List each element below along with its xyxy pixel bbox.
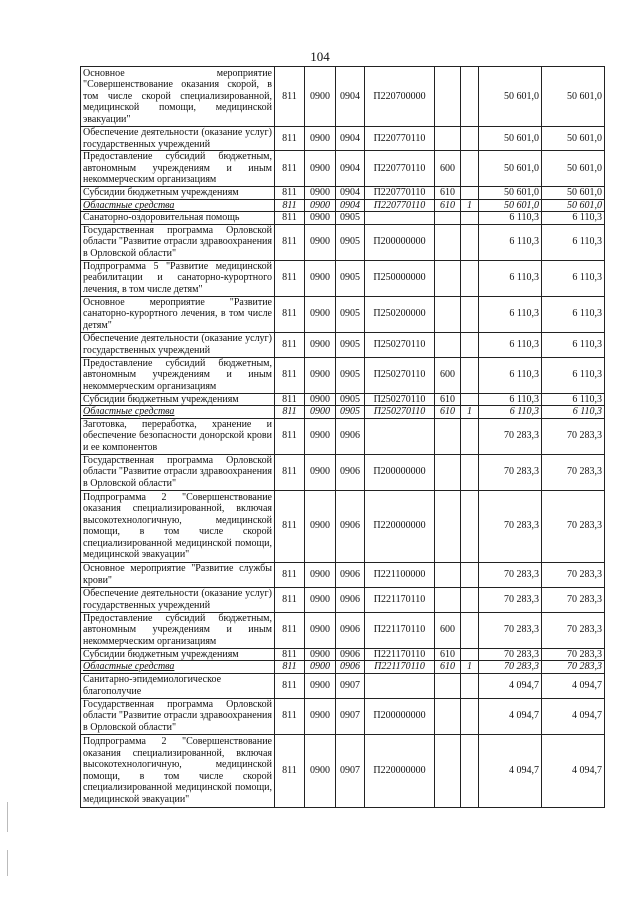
cell-vr: 610 <box>435 187 461 200</box>
table-row <box>81 199 605 212</box>
cell-csr: П200000000 <box>365 454 435 490</box>
cell-razdel: 0900 <box>305 406 336 419</box>
row-name: Заготовка, переработка, хранение и обеспечение безопасности донорской крови и ее компонентов <box>81 418 275 454</box>
cell-sum-2: 70 283,3 <box>542 661 605 674</box>
cell-source <box>461 260 479 296</box>
cell-razdel: 0900 <box>305 187 336 200</box>
cell-source <box>461 698 479 734</box>
cell-glava: 811 <box>275 406 305 419</box>
cell-vr <box>435 698 461 734</box>
table-row <box>81 224 605 260</box>
row-name: Субсидии бюджетным учреждениям <box>81 393 275 406</box>
row-name: Областные средства <box>81 406 275 419</box>
cell-sum-1: 6 110,3 <box>479 357 542 393</box>
cell-sum-1: 50 601,0 <box>479 67 542 127</box>
cell-sum-1: 70 283,3 <box>479 418 542 454</box>
cell-vr <box>435 418 461 454</box>
cell-source <box>461 187 479 200</box>
cell-podrazdel: 0907 <box>336 698 365 734</box>
cell-glava: 811 <box>275 199 305 212</box>
cell-source <box>461 212 479 225</box>
cell-sum-1: 4 094,7 <box>479 698 542 734</box>
row-name: Санитарно-эпидемиологическое благополучие <box>81 673 275 698</box>
cell-razdel: 0900 <box>305 454 336 490</box>
cell-podrazdel: 0905 <box>336 393 365 406</box>
cell-podrazdel: 0906 <box>336 587 365 612</box>
cell-glava: 811 <box>275 187 305 200</box>
cell-csr: П250200000 <box>365 296 435 332</box>
cell-source: 1 <box>461 199 479 212</box>
cell-glava: 811 <box>275 296 305 332</box>
cell-glava: 811 <box>275 587 305 612</box>
cell-podrazdel: 0905 <box>336 212 365 225</box>
cell-sum-1: 70 283,3 <box>479 587 542 612</box>
cell-sum-2: 70 283,3 <box>542 587 605 612</box>
cell-glava: 811 <box>275 673 305 698</box>
row-name: Обеспечение деятельности (оказание услуг) государственных учреждений <box>81 127 275 151</box>
cell-podrazdel: 0904 <box>336 199 365 212</box>
cell-vr <box>435 332 461 357</box>
cell-podrazdel: 0905 <box>336 224 365 260</box>
cell-podrazdel: 0906 <box>336 612 365 648</box>
cell-csr: П221170110 <box>365 648 435 661</box>
cell-source <box>461 357 479 393</box>
row-name: Субсидии бюджетным учреждениям <box>81 187 275 200</box>
cell-vr <box>435 296 461 332</box>
cell-sum-1: 70 283,3 <box>479 490 542 562</box>
cell-glava: 811 <box>275 260 305 296</box>
cell-csr: П220770110 <box>365 127 435 151</box>
cell-glava: 811 <box>275 357 305 393</box>
cell-sum-1: 70 283,3 <box>479 661 542 674</box>
cell-sum-2: 70 283,3 <box>542 562 605 587</box>
cell-source <box>461 734 479 807</box>
cell-source <box>461 151 479 187</box>
cell-sum-2: 70 283,3 <box>542 490 605 562</box>
cell-razdel: 0900 <box>305 648 336 661</box>
cell-glava: 811 <box>275 418 305 454</box>
cell-vr: 610 <box>435 661 461 674</box>
cell-podrazdel: 0905 <box>336 406 365 419</box>
cell-vr: 610 <box>435 199 461 212</box>
cell-razdel: 0900 <box>305 562 336 587</box>
cell-source <box>461 332 479 357</box>
cell-csr: П200000000 <box>365 698 435 734</box>
row-name: Санаторно-оздоровительная помощь <box>81 212 275 225</box>
cell-razdel: 0900 <box>305 698 336 734</box>
cell-vr <box>435 673 461 698</box>
row-name: Подпрограмма 5 "Развитие медицинской реабилитации и санаторно-курортного лечения, в том числе детям" <box>81 260 275 296</box>
cell-source <box>461 454 479 490</box>
cell-csr: П221170110 <box>365 661 435 674</box>
cell-glava: 811 <box>275 393 305 406</box>
cell-podrazdel: 0906 <box>336 562 365 587</box>
cell-podrazdel: 0904 <box>336 187 365 200</box>
cell-vr: 600 <box>435 151 461 187</box>
cell-sum-1: 50 601,0 <box>479 151 542 187</box>
cell-sum-2: 4 094,7 <box>542 673 605 698</box>
cell-glava: 811 <box>275 151 305 187</box>
cell-sum-1: 70 283,3 <box>479 648 542 661</box>
cell-csr: П220770110 <box>365 151 435 187</box>
cell-podrazdel: 0907 <box>336 734 365 807</box>
cell-csr: П250270110 <box>365 393 435 406</box>
cell-csr <box>365 418 435 454</box>
table-row <box>81 151 605 187</box>
cell-sum-1: 50 601,0 <box>479 127 542 151</box>
cell-source <box>461 612 479 648</box>
cell-glava: 811 <box>275 698 305 734</box>
cell-glava: 811 <box>275 734 305 807</box>
cell-sum-1: 70 283,3 <box>479 612 542 648</box>
row-name: Областные средства <box>81 199 275 212</box>
cell-vr: 610 <box>435 406 461 419</box>
cell-sum-1: 6 110,3 <box>479 406 542 419</box>
row-name: Предоставление субсидий бюджетным, автономным учреждениям и иным некоммерческим организациям <box>81 151 275 187</box>
cell-glava: 811 <box>275 67 305 127</box>
table-row <box>81 661 605 674</box>
cell-podrazdel: 0906 <box>336 418 365 454</box>
cell-podrazdel: 0904 <box>336 151 365 187</box>
cell-csr: П220770110 <box>365 187 435 200</box>
cell-razdel: 0900 <box>305 260 336 296</box>
cell-glava: 811 <box>275 612 305 648</box>
table-row <box>81 587 605 612</box>
cell-podrazdel: 0906 <box>336 454 365 490</box>
cell-sum-1: 70 283,3 <box>479 562 542 587</box>
cell-glava: 811 <box>275 454 305 490</box>
cell-sum-2: 4 094,7 <box>542 734 605 807</box>
budget-table-body <box>81 67 605 808</box>
cell-vr <box>435 127 461 151</box>
cell-vr <box>435 260 461 296</box>
cell-sum-1: 6 110,3 <box>479 260 542 296</box>
cell-csr: П250270110 <box>365 332 435 357</box>
cell-sum-2: 6 110,3 <box>542 332 605 357</box>
cell-vr <box>435 734 461 807</box>
cell-sum-2: 50 601,0 <box>542 199 605 212</box>
page-number: 104 <box>310 49 330 64</box>
margin-mark <box>7 802 8 832</box>
cell-source <box>461 224 479 260</box>
cell-glava: 811 <box>275 562 305 587</box>
cell-razdel: 0900 <box>305 212 336 225</box>
row-name: Подпрограмма 2 "Совершенствование оказания специализированной, включая высокотехнологичную, медицинской помощи, в том числе скорой специализированной медицинской помощи, медицинской эвакуации" <box>81 490 275 562</box>
cell-csr: П220000000 <box>365 734 435 807</box>
cell-sum-2: 70 283,3 <box>542 612 605 648</box>
cell-podrazdel: 0907 <box>336 673 365 698</box>
row-name: Основное мероприятие "Совершенствование оказания скорой, в том числе скорой специализированной, медицинской помощи, медицинской эвакуации" <box>81 67 275 127</box>
cell-sum-2: 6 110,3 <box>542 224 605 260</box>
cell-sum-2: 50 601,0 <box>542 67 605 127</box>
cell-sum-1: 6 110,3 <box>479 332 542 357</box>
cell-source <box>461 490 479 562</box>
cell-sum-2: 50 601,0 <box>542 187 605 200</box>
table-row <box>81 260 605 296</box>
cell-razdel: 0900 <box>305 296 336 332</box>
cell-source <box>461 587 479 612</box>
cell-razdel: 0900 <box>305 490 336 562</box>
budget-table <box>80 66 605 808</box>
row-name: Государственная программа Орловской области "Развитие отрасли здравоохранения в Орловской области" <box>81 698 275 734</box>
cell-podrazdel: 0906 <box>336 490 365 562</box>
row-name: Государственная программа Орловской области "Развитие отрасли здравоохранения в Орловской области" <box>81 454 275 490</box>
cell-vr <box>435 454 461 490</box>
cell-sum-2: 50 601,0 <box>542 127 605 151</box>
cell-csr: П200000000 <box>365 224 435 260</box>
cell-podrazdel: 0906 <box>336 648 365 661</box>
cell-vr: 610 <box>435 648 461 661</box>
cell-csr: П250000000 <box>365 260 435 296</box>
cell-source <box>461 648 479 661</box>
cell-sum-2: 6 110,3 <box>542 393 605 406</box>
table-row <box>81 698 605 734</box>
cell-razdel: 0900 <box>305 67 336 127</box>
cell-razdel: 0900 <box>305 151 336 187</box>
cell-source <box>461 562 479 587</box>
cell-sum-2: 70 283,3 <box>542 648 605 661</box>
margin-mark <box>7 850 8 876</box>
cell-glava: 811 <box>275 648 305 661</box>
cell-source <box>461 296 479 332</box>
row-name: Обеспечение деятельности (оказание услуг) государственных учреждений <box>81 587 275 612</box>
cell-sum-1: 70 283,3 <box>479 454 542 490</box>
cell-razdel: 0900 <box>305 673 336 698</box>
cell-csr: П221100000 <box>365 562 435 587</box>
table-row <box>81 393 605 406</box>
cell-razdel: 0900 <box>305 332 336 357</box>
table-row <box>81 490 605 562</box>
cell-csr <box>365 212 435 225</box>
cell-glava: 811 <box>275 661 305 674</box>
table-row <box>81 734 605 807</box>
table-row <box>81 406 605 419</box>
cell-razdel: 0900 <box>305 224 336 260</box>
cell-csr: П250270110 <box>365 406 435 419</box>
row-name: Областные средства <box>81 661 275 674</box>
cell-glava: 811 <box>275 332 305 357</box>
cell-sum-2: 70 283,3 <box>542 418 605 454</box>
cell-sum-1: 4 094,7 <box>479 734 542 807</box>
table-row <box>81 454 605 490</box>
cell-vr <box>435 587 461 612</box>
cell-sum-2: 50 601,0 <box>542 151 605 187</box>
cell-sum-2: 6 110,3 <box>542 260 605 296</box>
table-row <box>81 612 605 648</box>
table-row <box>81 562 605 587</box>
cell-vr <box>435 224 461 260</box>
row-name: Основное мероприятие "Развитие санаторно-курортного лечения, в том числе детям" <box>81 296 275 332</box>
cell-sum-1: 50 601,0 <box>479 187 542 200</box>
cell-razdel: 0900 <box>305 734 336 807</box>
cell-sum-1: 6 110,3 <box>479 212 542 225</box>
row-name: Предоставление субсидий бюджетным, автономным учреждениям и иным некоммерческим организациям <box>81 612 275 648</box>
row-name: Предоставление субсидий бюджетным, автономным учреждениям и иным некоммерческим организациям <box>81 357 275 393</box>
cell-razdel: 0900 <box>305 661 336 674</box>
cell-razdel: 0900 <box>305 357 336 393</box>
cell-podrazdel: 0904 <box>336 67 365 127</box>
cell-vr <box>435 67 461 127</box>
table-row <box>81 212 605 225</box>
cell-razdel: 0900 <box>305 612 336 648</box>
row-name: Субсидии бюджетным учреждениям <box>81 648 275 661</box>
cell-vr <box>435 212 461 225</box>
cell-source <box>461 418 479 454</box>
table-row <box>81 418 605 454</box>
cell-sum-2: 6 110,3 <box>542 357 605 393</box>
cell-csr: П220000000 <box>365 490 435 562</box>
cell-vr <box>435 562 461 587</box>
cell-source <box>461 67 479 127</box>
cell-vr: 600 <box>435 357 461 393</box>
table-row <box>81 187 605 200</box>
cell-glava: 811 <box>275 127 305 151</box>
cell-sum-1: 4 094,7 <box>479 673 542 698</box>
cell-sum-2: 6 110,3 <box>542 212 605 225</box>
table-row <box>81 67 605 127</box>
cell-razdel: 0900 <box>305 393 336 406</box>
cell-razdel: 0900 <box>305 127 336 151</box>
cell-glava: 811 <box>275 224 305 260</box>
cell-source: 1 <box>461 406 479 419</box>
cell-vr: 610 <box>435 393 461 406</box>
cell-podrazdel: 0905 <box>336 357 365 393</box>
cell-csr: П220770110 <box>365 199 435 212</box>
cell-csr: П221170110 <box>365 612 435 648</box>
cell-sum-2: 70 283,3 <box>542 454 605 490</box>
cell-csr: П220700000 <box>365 67 435 127</box>
cell-sum-2: 6 110,3 <box>542 296 605 332</box>
cell-glava: 811 <box>275 490 305 562</box>
cell-podrazdel: 0905 <box>336 260 365 296</box>
row-name: Подпрограмма 2 "Совершенствование оказания специализированной, включая высокотехнологичную, медицинской помощи, в том числе скорой специализированной медицинской помощи, медицинской эвакуации" <box>81 734 275 807</box>
cell-podrazdel: 0904 <box>336 127 365 151</box>
row-name: Основное мероприятие "Развитие службы крови" <box>81 562 275 587</box>
cell-podrazdel: 0906 <box>336 661 365 674</box>
table-row <box>81 127 605 151</box>
cell-source <box>461 673 479 698</box>
cell-razdel: 0900 <box>305 418 336 454</box>
cell-vr <box>435 490 461 562</box>
cell-glava: 811 <box>275 212 305 225</box>
cell-sum-1: 6 110,3 <box>479 393 542 406</box>
table-row <box>81 332 605 357</box>
cell-razdel: 0900 <box>305 587 336 612</box>
table-row <box>81 673 605 698</box>
cell-csr <box>365 673 435 698</box>
cell-sum-2: 6 110,3 <box>542 406 605 419</box>
table-row <box>81 357 605 393</box>
row-name: Обеспечение деятельности (оказание услуг) государственных учреждений <box>81 332 275 357</box>
cell-source: 1 <box>461 661 479 674</box>
cell-csr: П250270110 <box>365 357 435 393</box>
cell-sum-1: 6 110,3 <box>479 224 542 260</box>
cell-csr: П221170110 <box>365 587 435 612</box>
cell-sum-1: 6 110,3 <box>479 296 542 332</box>
cell-vr: 600 <box>435 612 461 648</box>
table-row <box>81 648 605 661</box>
row-name: Государственная программа Орловской области "Развитие отрасли здравоохранения в Орловской области" <box>81 224 275 260</box>
cell-podrazdel: 0905 <box>336 296 365 332</box>
table-row <box>81 296 605 332</box>
cell-source <box>461 127 479 151</box>
cell-razdel: 0900 <box>305 199 336 212</box>
cell-podrazdel: 0905 <box>336 332 365 357</box>
cell-source <box>461 393 479 406</box>
cell-sum-2: 4 094,7 <box>542 698 605 734</box>
cell-sum-1: 50 601,0 <box>479 199 542 212</box>
